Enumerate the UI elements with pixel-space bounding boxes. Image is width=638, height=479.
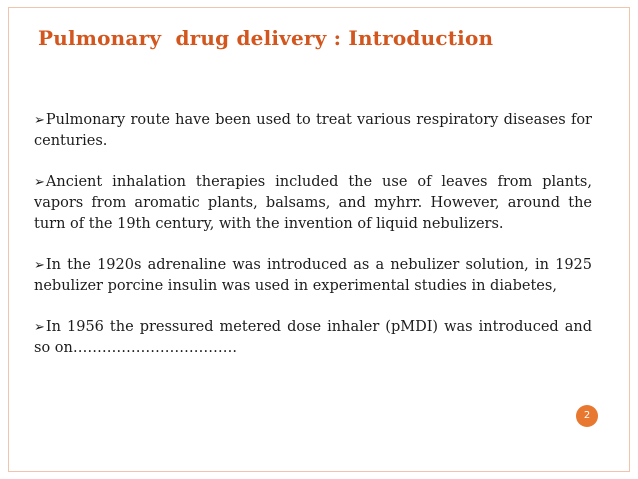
- arrow-bullet-icon: ➢: [34, 258, 45, 273]
- bullet-text: In the 1920s adrenaline was introduced as a nebulizer solution, in 1925 nebulizer porcine insulin was used in experimental studies in diabetes,: [34, 257, 592, 294]
- bullet-item: [34, 317, 592, 359]
- arrow-bullet-icon: ➢: [34, 113, 45, 128]
- bullet-list: [34, 110, 592, 359]
- arrow-bullet-icon: ➢: [34, 175, 45, 190]
- bullet-item: [34, 172, 592, 235]
- slide-title: Pulmonary drug delivery : Introduction: [38, 26, 494, 50]
- arrow-bullet-icon: ➢: [34, 320, 45, 335]
- bullet-text: Pulmonary route have been used to treat various respiratory diseases for centuries.: [34, 112, 592, 149]
- bullet-item: [34, 255, 592, 297]
- bullet-text: Ancient inhalation therapies included the use of leaves from plants, vapors from aromatic plants, balsams, and myhrr. However, around the turn of the 19th century, with the invention of liquid nebulizers.: [34, 174, 592, 232]
- bullet-item: [34, 110, 592, 152]
- page-number-badge: 2: [576, 405, 598, 427]
- bullet-text: In 1956 the pressured metered dose inhaler (pMDI) was introduced and so on…………………………….: [34, 319, 592, 356]
